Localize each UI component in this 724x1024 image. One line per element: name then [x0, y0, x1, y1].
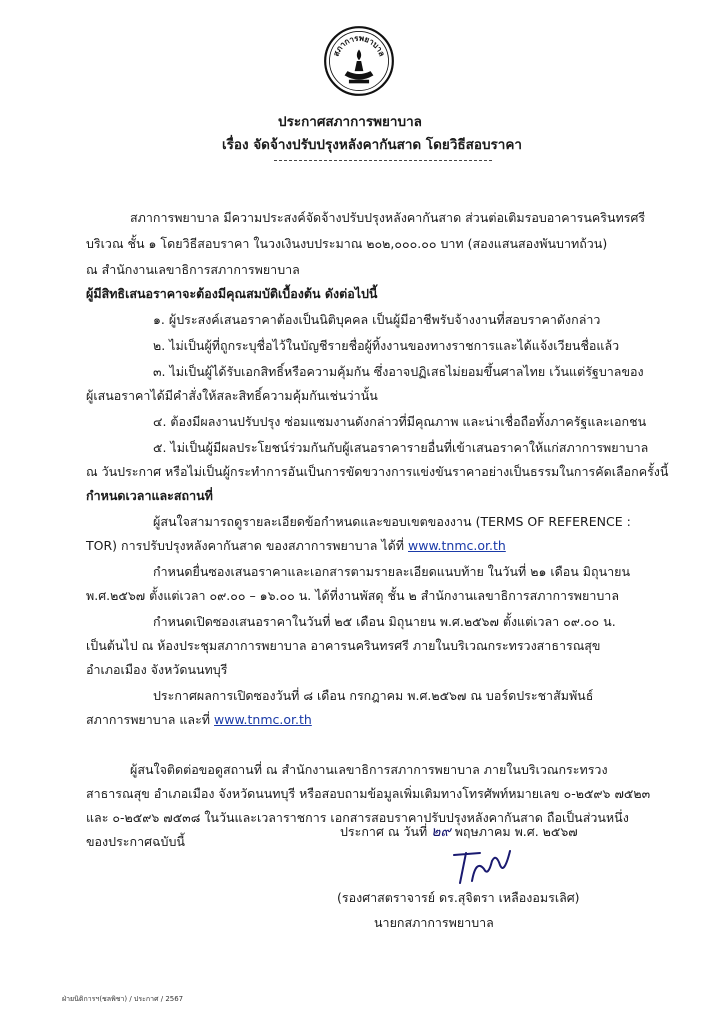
- opening-line-1: กำหนดเปิดซองเสนอราคาในวันที่ ๒๕ เดือน มิถุนายน พ.ศ.๒๕๖๗ ตั้งแต่เวลา ๐๙.๐๐ น.: [153, 614, 616, 629]
- council-seal-logo: [323, 25, 395, 97]
- qualification-5a: ๕. ไม่เป็นผู้มีผลประโยชน์ร่วมกันกับผู้เสนอราคารายอื่นที่เข้าเสนอราคาให้แก่สภาการพยาบาล: [153, 440, 649, 455]
- submission-line-2: พ.ศ.๒๕๖๗ ตั้งแต่เวลา ๐๙.๐๐ – ๑๖.๐๐ น. ได้ที่งานพัสดุ ชั้น ๒ สำนักงานเลขาธิการสภาการพยาบาล: [86, 588, 619, 603]
- handwritten-signature: [446, 847, 516, 889]
- contact-line-2: สาธารณสุข อำเภอเมือง จังหวัดนนทบุรี หรือสอบถามข้อมูลเพิ่มเติมทางโทรศัพท์หมายเลข ๐-๒๕๙๖ ๗๕๒๓: [86, 786, 651, 801]
- intro-line-1: สภาการพยาบาล มีความประสงค์จัดจ้างปรับปรุงหลังคากันสาด ส่วนต่อเติมรอบอาคารนครินทรศรี: [130, 210, 646, 225]
- contact-line-1: ผู้สนใจติดต่อขอดูสถานที่ ณ สำนักงานเลขาธิการสภาการพยาบาล ภายในบริเวณกระทรวง: [130, 762, 608, 777]
- document-reference: ฝ่ายนิติการฯ(ชลพิชา) / ประกาศ / 2567: [62, 995, 184, 1003]
- result-line-2: สภาการพยาบาล และที่ www.tnmc.or.th: [86, 712, 312, 727]
- qualification-2: ๒. ไม่เป็นผู้ที่ถูกระบุชื่อไว้ในบัญชีรายชื่อผู้ทิ้งงานของทางราชการและได้แจ้งเวียนชื่อแล้ว: [153, 338, 620, 353]
- qualification-4: ๔. ต้องมีผลงานปรับปรุง ซ่อมแซมงานดังกล่าวที่มีคุณภาพ และน่าเชื่อถือทั้งภาครัฐและเอกชน: [153, 414, 647, 429]
- tor-line-2: TOR) การปรับปรุงหลังคากันสาด ของสภาการพยาบาล ได้ที่ www.tnmc.or.th: [86, 538, 506, 553]
- tnmc-website-link[interactable]: www.tnmc.or.th: [408, 538, 506, 553]
- qualification-5b: ณ วันประกาศ หรือไม่เป็นผู้กระทำการอันเป็นการขัดขวางการแข่งขันราคาอย่างเป็นธรรมในการคัดเลือกครั้งนี้: [86, 464, 669, 479]
- date-prefix: ประกาศ ณ วันที่: [340, 824, 428, 839]
- date-rest: พฤษภาคม พ.ศ. ๒๕๖๗: [454, 824, 578, 839]
- title-divider: [274, 160, 492, 161]
- announcement-subject: เรื่อง จัดจ้างปรับปรุงหลังคากันสาด โดยวิธีสอบราคา: [222, 137, 522, 153]
- result-line-1: ประกาศผลการเปิดซองวันที่ ๘ เดือน กรกฎาคม พ.ศ.๒๕๖๗ ณ บอร์ดประชาสัมพันธ์: [153, 688, 594, 703]
- announcement-date: [340, 824, 578, 840]
- schedule-heading: กำหนดเวลาและสถานที่: [86, 488, 213, 503]
- opening-line-3: อำเภอเมือง จังหวัดนนทบุรี: [86, 662, 228, 677]
- opening-line-2: เป็นต้นไป ณ ห้องประชุมสภาการพยาบาล อาคารนครินทรศรี ภายในบริเวณกระทรวงสาธารณสุข: [86, 638, 601, 653]
- svg-text:สภาการพยาบาล: สภาการพยาบาล: [331, 33, 387, 58]
- intro-line-3: ณ สำนักงานเลขาธิการสภาการพยาบาล: [86, 262, 300, 277]
- announcement-title: ประกาศสภาการพยาบาล: [278, 114, 422, 130]
- qualification-3a: ๓. ไม่เป็นผู้ได้รับเอกสิทธิ์หรือความคุ้มกัน ซึ่งอาจปฏิเสธไม่ยอมขึ้นศาลไทย เว้นแต่รัฐบาลของ: [153, 364, 644, 379]
- contact-line-4: ของประกาศฉบับนี้: [86, 834, 185, 849]
- tor-line-1: ผู้สนใจสามารถดูรายละเอียดข้อกำหนดและขอบเขตของงาน (TERMS OF REFERENCE :: [153, 514, 631, 529]
- intro-line-2: บริเวณ ชั้น ๑ โดยวิธีสอบราคา ในวงเงินงบประมาณ ๒๐๒,๐๐๐.๐๐ บาท (สองแสนสองพันบาทถ้วน): [86, 236, 608, 251]
- qualifications-heading: ผู้มีสิทธิเสนอราคาจะต้องมีคุณสมบัติเบื้องต้น ดังต่อไปนี้: [86, 286, 378, 301]
- signatory-position: นายกสภาการพยาบาล: [374, 915, 494, 930]
- date-day-handwritten: ๒๙: [431, 824, 451, 840]
- submission-line-1: กำหนดยื่นซองเสนอราคาและเอกสารตามรายละเอียดแนบท้าย ในวันที่ ๒๑ เดือน มิถุนายน: [153, 564, 631, 579]
- qualification-3b: ผู้เสนอราคาได้มีคำสั่งให้สละสิทธิ์ความคุ้มกันเช่นว่านั้น: [86, 388, 378, 403]
- tnmc-website-link-2[interactable]: www.tnmc.or.th: [214, 712, 312, 727]
- qualification-1: ๑. ผู้ประสงค์เสนอราคาต้องเป็นนิติบุคคล เป็นผู้มีอาชีพรับจ้างงานที่สอบราคาดังกล่าว: [153, 312, 601, 327]
- signatory-name: (รองศาสตราจารย์ ดร.สุจิตรา เหลืองอมรเลิศ): [337, 890, 580, 905]
- contact-line-3: และ ๐-๒๕๙๖ ๗๕๓๘ ในวันและเวลาราชการ เอกสารสอบราคาปรับปรุงหลังคากันสาด ถือเป็นส่วนหนึ่ง: [86, 810, 629, 825]
